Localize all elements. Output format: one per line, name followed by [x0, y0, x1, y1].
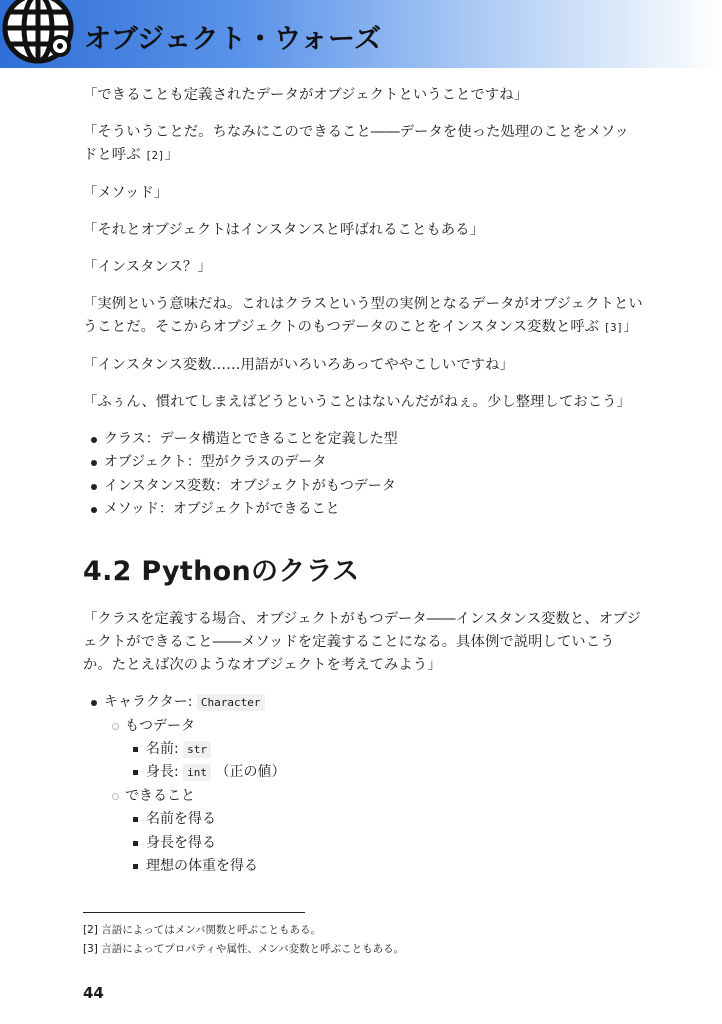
list-item: インスタンス変数：オブジェクトがもつデータ — [83, 475, 643, 498]
page-number: 44 — [83, 984, 104, 1002]
dialogue-paragraph: 「インスタンス？」 — [83, 259, 212, 275]
character-spec-list — [83, 691, 643, 878]
list-item: 身長を得る — [83, 832, 643, 855]
code-inline: Character — [197, 694, 265, 711]
code-inline: str — [183, 741, 211, 758]
footnote: [3] 言語によってプロパティや属性、メンバ変数と呼ぶこともある。 — [83, 943, 405, 955]
globe-icon — [2, 0, 78, 68]
list-item: 名前を得る — [83, 808, 643, 831]
list-item: キャラクター: Character — [83, 691, 643, 714]
list-item: 名前: str — [83, 738, 643, 761]
dialogue-paragraph: 「インスタンス変数……用語がいろいろあってややこしいですね」 — [83, 357, 514, 373]
chapter-header — [0, 0, 722, 68]
list-item: できること — [83, 785, 643, 808]
dialogue-paragraph: 「メソッド」 — [83, 185, 169, 201]
footnote-divider — [83, 912, 305, 913]
dialogue-paragraph: 「実例という意味だね。これはクラスという型の実例となるデータがオブジェクトということだ。そこからオブジェクトのもつデータのことをインスタンス変数と呼ぶ [3]」 — [83, 296, 643, 335]
list-item: もつデータ — [83, 715, 643, 738]
footnote-ref[interactable]: [2] — [145, 150, 165, 162]
list-item: クラス：データ構造とできることを定義した型 — [83, 428, 643, 451]
dialogue-paragraph: 「ふぅん、慣れてしまえばどうということはないんだがねぇ。少し整理しておこう」 — [83, 394, 631, 410]
footnotes — [83, 921, 683, 959]
dialogue-paragraph: 「できることも定義されたデータがオブジェクトということですね」 — [83, 87, 529, 103]
dialogue-paragraph: 「クラスを定義する場合、オブジェクトがもつデータ――インスタンス変数と、オブジェクトができること――メソッドを定義することになる。具体例で説明していこうか。たとえば次のようなオブジェクトを考えてみよう」 — [83, 611, 641, 674]
footnote: [2] 言語によってはメンバ関数と呼ぶこともある。 — [83, 924, 321, 936]
list-item: 身長: int （正の値） — [83, 761, 643, 784]
list-item: オブジェクト：型がクラスのデータ — [83, 451, 643, 474]
list-item: 理想の体重を得る — [83, 855, 643, 878]
section-heading: 4.2 Pythonのクラス — [83, 556, 360, 588]
dialogue-paragraph: 「そういうことだ。ちなみにこのできること――データを使った処理のことをメソッドと呼ぶ [2]」 — [83, 124, 629, 163]
list-item: メソッド：オブジェクトができること — [83, 498, 643, 521]
page-content — [83, 84, 643, 878]
dialogue-paragraph: 「それとオブジェクトはインスタンスと呼ばれることもある」 — [83, 222, 484, 238]
summary-list — [83, 428, 643, 521]
chapter-title: オブジェクト・ウォーズ — [84, 24, 382, 55]
footnote-ref[interactable]: [3] — [603, 322, 624, 334]
code-inline: int — [183, 764, 211, 781]
